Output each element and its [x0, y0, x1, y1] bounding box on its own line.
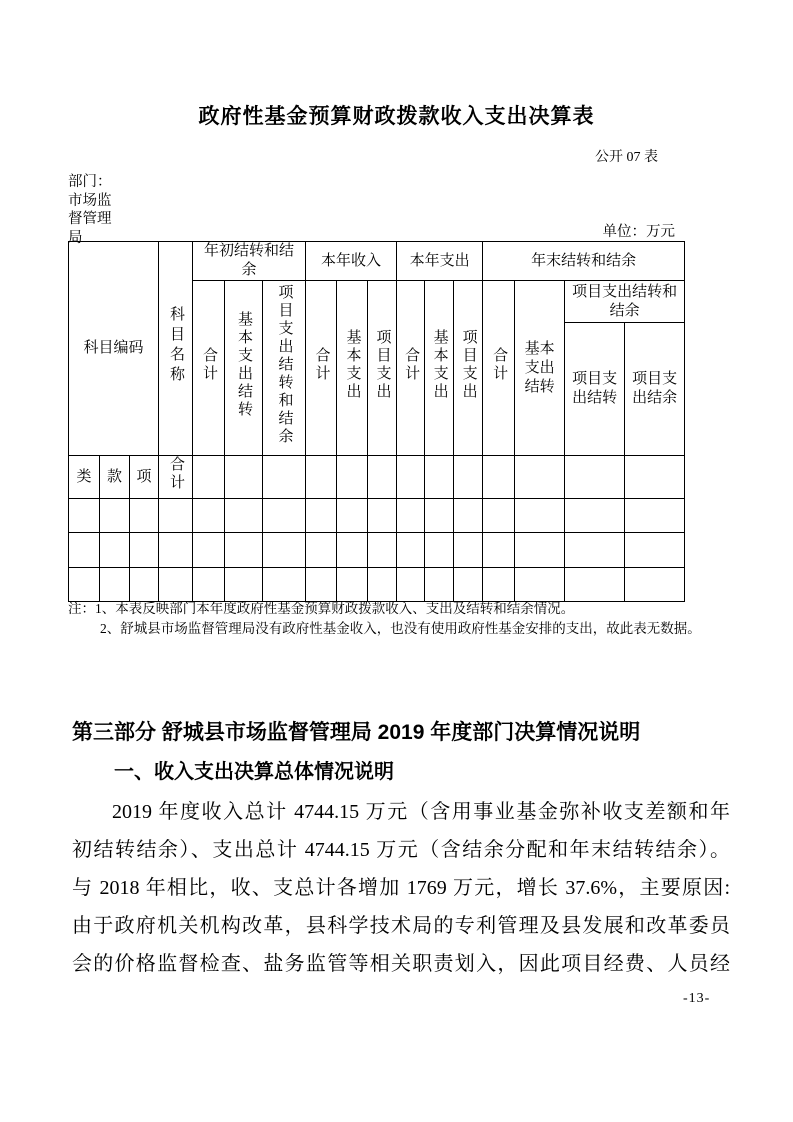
- sub-heading: 一、收入支出决算总体情况说明: [114, 761, 394, 783]
- empty-cell: [69, 568, 100, 602]
- empty-cell: [483, 456, 515, 499]
- empty-cell: [425, 499, 454, 533]
- empty-cell: [306, 533, 337, 568]
- empty-cell: [565, 499, 625, 533]
- empty-cell: [159, 568, 193, 602]
- expense-total-label: 合计: [403, 347, 420, 383]
- header-expense-total: [397, 281, 425, 456]
- empty-cell: [565, 533, 625, 568]
- income-total-label: 合计: [313, 347, 330, 383]
- doc-title: 政府性基金预算财政拨款收入支出决算表: [198, 105, 595, 128]
- empty-cell: [100, 568, 130, 602]
- empty-data-row: [69, 533, 685, 568]
- header-expense-project: [454, 281, 483, 456]
- empty-cell: [515, 499, 565, 533]
- empty-cell: [193, 456, 225, 499]
- empty-cell: [225, 456, 263, 499]
- header-yearend-project-carryover: [565, 323, 625, 456]
- body-line: 与 2018 年相比，收、支总计各增加 1769 万元，增长 37.6%，主要原因:: [72, 877, 730, 899]
- empty-cell: [69, 533, 100, 568]
- empty-cell: [337, 499, 368, 533]
- header-subject-code: 科目编码: [69, 242, 159, 456]
- empty-cell: [263, 533, 306, 568]
- empty-cell: [625, 568, 685, 602]
- body-line: 会的价格监督检查、盐务监管等相关职责划入，因此项目经费、人员经: [72, 953, 730, 975]
- yearend-project-carryover-label: 项目支出结转: [572, 371, 618, 406]
- empty-cell: [337, 533, 368, 568]
- code-col-class: 类: [69, 456, 100, 499]
- empty-cell: [425, 456, 454, 499]
- empty-cell: [225, 533, 263, 568]
- empty-cell: [454, 533, 483, 568]
- yearend-basic-label: 基本支出结转: [524, 340, 555, 395]
- empty-cell: [625, 533, 685, 568]
- empty-cell: [100, 533, 130, 568]
- header-initial-basic: [225, 281, 263, 456]
- table-note-2: 2、舒城县市场监督管理局没有政府性基金收入，也没有使用政府性基金安排的支出，故此表无数据。: [100, 621, 701, 636]
- header-initial-total: [193, 281, 225, 456]
- empty-cell: [130, 533, 159, 568]
- header-income-project: [368, 281, 397, 456]
- department-label: 部门：市场监督管理局: [68, 174, 112, 246]
- body-line: 2019 年度收入总计 4744.15 万元（含用事业基金弥补收支差额和年: [112, 801, 730, 823]
- expense-basic-label: 基本支出: [431, 329, 448, 401]
- empty-cell: [225, 499, 263, 533]
- empty-cell: [454, 499, 483, 533]
- header-yearend-basic: [515, 281, 565, 456]
- income-basic-label: 基本支出: [344, 329, 361, 401]
- initial-project-label: 项目支出结转和结余: [276, 284, 293, 446]
- empty-cell: [515, 456, 565, 499]
- empty-cell: [368, 499, 397, 533]
- section-heading: 第三部分 舒城县市场监督管理局 2019 年度部门决算情况说明: [72, 721, 641, 744]
- empty-cell: [306, 499, 337, 533]
- yearend-total-label: 合计: [491, 347, 508, 383]
- empty-cell: [306, 568, 337, 602]
- empty-cell: [397, 499, 425, 533]
- empty-data-row: [69, 499, 685, 533]
- header-income-basic: [337, 281, 368, 456]
- empty-cell: [483, 568, 515, 602]
- table-notes: [68, 599, 728, 639]
- table-note-1: 注：1、本表反映部门本年度政府性基金预算财政拨款收入、支出及结转和结余情况。: [68, 601, 575, 616]
- body-line: 初结转结余）、支出总计 4744.15 万元（含结余分配和年末结转结余）。: [72, 839, 730, 861]
- total-row-label: [159, 456, 193, 499]
- empty-cell: [263, 499, 306, 533]
- subject-name-label: 科目名称: [168, 305, 185, 386]
- empty-cell: [625, 456, 685, 499]
- empty-cell: [263, 456, 306, 499]
- empty-cell: [159, 499, 193, 533]
- empty-cell: [425, 533, 454, 568]
- header-group-year-expense: 本年支出: [397, 242, 483, 281]
- empty-cell: [368, 533, 397, 568]
- form-code-label: 公开 07 表: [595, 150, 658, 165]
- empty-cell: [483, 533, 515, 568]
- body-line: 由于政府机关机构改革，县科学技术局的专利管理及县发展和改革委员: [72, 915, 730, 937]
- empty-cell: [225, 568, 263, 602]
- header-yearend-project-balance: [625, 323, 685, 456]
- empty-cell: [565, 456, 625, 499]
- yearend-subgroup-label: 项目支出结转和结余: [572, 283, 678, 319]
- empty-cell: [397, 533, 425, 568]
- empty-cell: [159, 533, 193, 568]
- empty-cell: [306, 456, 337, 499]
- empty-cell: [193, 533, 225, 568]
- header-group-yearend-carryover: 年末结转和结余: [483, 242, 685, 281]
- empty-cell: [565, 568, 625, 602]
- initial-total-label: 合计: [201, 347, 218, 383]
- empty-cell: [368, 456, 397, 499]
- fund-budget-table: [68, 241, 685, 602]
- page-number: -13-: [683, 991, 711, 1006]
- empty-cell: [337, 568, 368, 602]
- empty-cell: [337, 456, 368, 499]
- empty-cell: [625, 499, 685, 533]
- empty-cell: [515, 568, 565, 602]
- total-row: [69, 456, 685, 499]
- empty-cell: [397, 568, 425, 602]
- initial-basic-label: 基本支出结转: [236, 311, 253, 419]
- code-col-section: 款: [100, 456, 130, 499]
- empty-cell: [100, 499, 130, 533]
- empty-cell: [397, 456, 425, 499]
- empty-cell: [368, 568, 397, 602]
- empty-cell: [130, 568, 159, 602]
- unit-label: 单位：万元: [602, 224, 675, 240]
- yearend-project-balance-label: 项目支出结余: [632, 371, 678, 406]
- empty-cell: [483, 499, 515, 533]
- header-group-year-income: 本年收入: [306, 242, 397, 281]
- header-income-total: [306, 281, 337, 456]
- empty-cell: [515, 533, 565, 568]
- expense-project-label: 项目支出: [460, 329, 477, 401]
- body-paragraph: [72, 793, 730, 983]
- income-project-label: 项目支出: [374, 329, 391, 401]
- empty-cell: [454, 568, 483, 602]
- empty-cell: [193, 499, 225, 533]
- empty-cell: [454, 456, 483, 499]
- empty-cell: [425, 568, 454, 602]
- header-yearend-total: [483, 281, 515, 456]
- group-initial-label: 年初结转和结余: [204, 243, 295, 278]
- empty-cell: [69, 499, 100, 533]
- header-yearend-project-subgroup: [565, 281, 685, 323]
- empty-cell: [193, 568, 225, 602]
- header-expense-basic: [425, 281, 454, 456]
- empty-cell: [130, 499, 159, 533]
- empty-data-row: [69, 568, 685, 602]
- total-label: 合计: [168, 456, 185, 492]
- header-initial-project: [263, 281, 306, 456]
- code-col-item: 项: [130, 456, 159, 499]
- header-group-initial-carryover: [193, 242, 306, 281]
- empty-cell: [263, 568, 306, 602]
- header-subject-name: [159, 242, 193, 456]
